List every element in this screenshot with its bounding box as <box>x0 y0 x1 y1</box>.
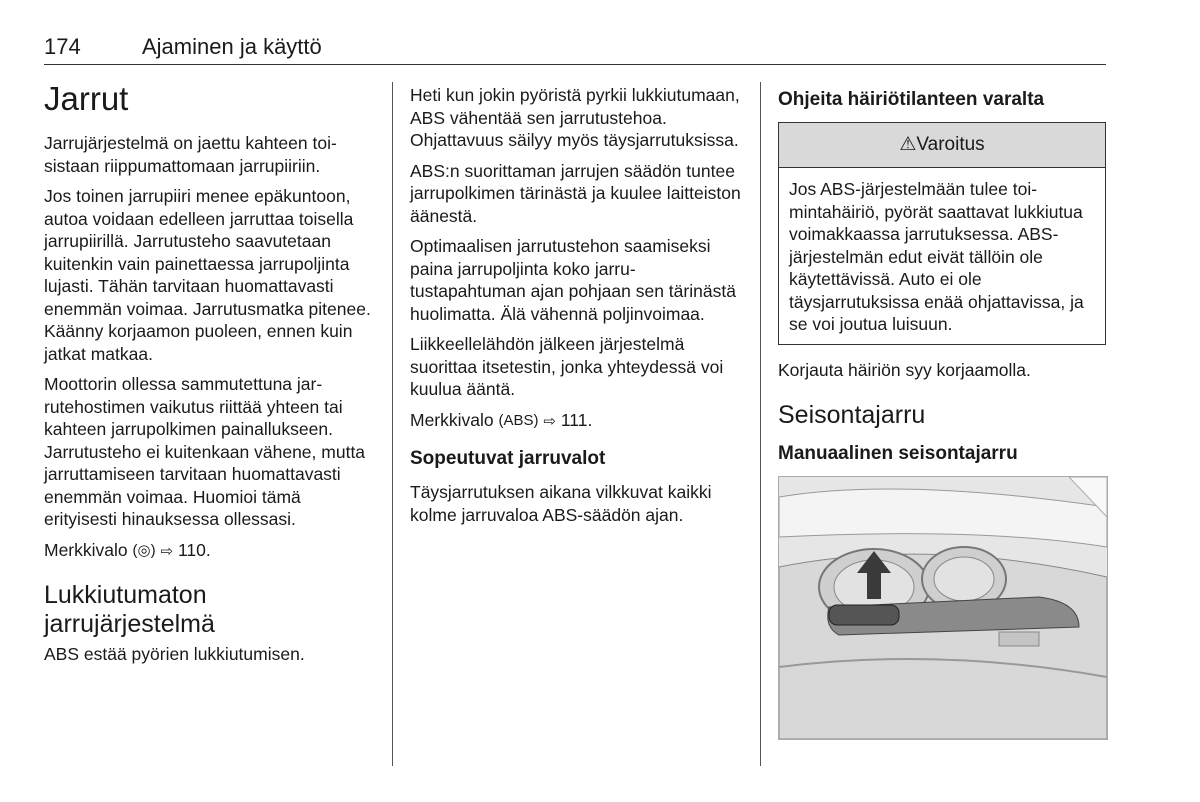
cross-reference <box>44 539 374 564</box>
paragraph: Liikkeellelähdön jälkeen järjestelmä suorittaa itsetestin, jonka yhteydessä voi kuulua ääntä. <box>410 334 724 399</box>
paragraph: Korjauta häiriön syy korjaamolla. <box>778 359 1031 380</box>
page-ref-arrow-icon: ⇨ <box>543 412 556 430</box>
subsection-title: Lukkiutumaton jarrujärjestelmä <box>44 581 215 638</box>
brake-warning-icon: (◎) <box>132 541 156 559</box>
paragraph: Optimaalisen jarrutustehon saamiseksi paina jarrupoljinta koko jarrutustapahtuman ajan pohjaan sen tärinästä huolimatta. Älä vähennä poljinvoimaa. <box>410 236 736 324</box>
column-1 <box>44 80 374 674</box>
section-title: Seisontajarru <box>778 401 926 429</box>
ref-text: Merkkivalo <box>410 409 494 430</box>
column-2 <box>410 84 745 534</box>
paragraph: Heti kun jokin pyöristä pyrkii lukkiutumaan, ABS vähentää sen jarrutustehoa. Ohjattavuus säilyy myös täysjarrutuksissa. <box>410 85 740 150</box>
page-ref-arrow-icon: ⇨ <box>160 542 174 560</box>
subsection-title: Manuaalinen seisontajarru <box>778 443 1018 464</box>
parking-brake-illustration <box>779 477 1107 739</box>
parking-brake-photo <box>778 476 1108 740</box>
ref-text: Merkkivalo <box>44 539 128 560</box>
paragraph: Täysjarrutuksen aikana vilkkuvat kaikki kolme jarruvaloa ABS-säädön ajan. <box>410 482 712 525</box>
paragraph: ABS estää pyörien lukkiutumisen. <box>44 644 305 664</box>
warning-header <box>779 123 1105 168</box>
warning-text: Jos ABS-järjestelmään tulee toimintahäiriö, pyörät saattavat lukkiutua voimakkaassa jarrutuksessa. ABS-järjestelmän edut eivät tällöin ole käytettävissä. Auto ei ole täysjarrutuksissa enää ohjattavissa, ja se voi joutua luisuun. <box>789 179 1084 334</box>
page-number: 174 <box>44 34 81 59</box>
subsection-title: Ohjeita häiriötilanteen varalta <box>778 89 1045 110</box>
subsection-title: Sopeutuvat jarruvalot <box>410 448 606 469</box>
paragraph: ABS:n suorittaman jarrujen säädön tuntee jarrupolkimen tärinästä ja kuulee laitteiston äänestä. <box>410 160 741 226</box>
column-3 <box>778 84 1108 740</box>
ref-page[interactable]: 110. <box>177 539 211 560</box>
warning-box <box>778 122 1106 345</box>
section-title: Jarrut <box>44 80 129 117</box>
column-divider <box>760 82 761 766</box>
ref-page[interactable]: 111. <box>560 409 593 430</box>
warning-body <box>779 168 1105 344</box>
paragraph: Jos toinen jarrupiiri menee epäkuntoon, autoa voidaan edelleen jarruttaa toisella jarrupiirillä. Jarrutusteho saavutetaan kuitenkin vain painettaessa jarrupoljinta lujasti. Tähän tarvitaan huomattavasti enemmän voimaa. Jarrutusmatka pitenee. Käänny korjaamon puoleen, ennen kuin jatkat matkaa. <box>44 186 371 364</box>
chapter-title: Ajaminen ja käyttö <box>142 34 322 59</box>
paragraph: Jarrujärjestelmä on jaettu kahteen toisistaan riippumattomaan jarrupiiriin. <box>44 133 337 176</box>
page-header <box>44 30 1106 65</box>
column-divider <box>392 82 393 766</box>
paragraph: Moottorin ollessa sammutettuna jarrutehostimen vaikutus riittää yhteen tai kahteen jarrupolkimen painallukseen. Jarrutusteho ei kuitenkaan vähene, mutta jarruttamiseen tarvitaan huomattavasti enemmän voimaa. Huomioi tämä erityisesti hinauksessa ollessasi. <box>44 374 366 529</box>
warning-icon: ⚠ <box>899 134 917 155</box>
cross-reference <box>410 409 745 434</box>
abs-icon: (ABS) <box>498 411 539 429</box>
warning-title: Varoitus <box>916 134 985 155</box>
